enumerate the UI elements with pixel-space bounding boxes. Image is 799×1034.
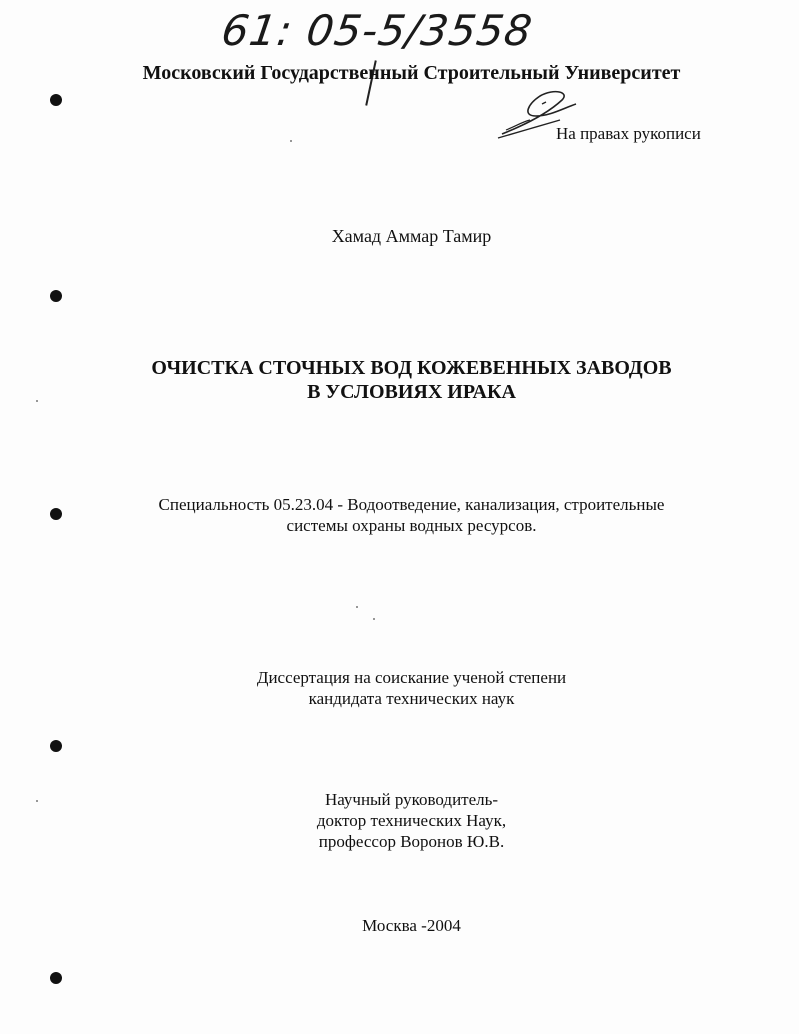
thesis-title-line-1: ОЧИСТКА СТОЧНЫХ ВОД КОЖЕВЕННЫХ ЗАВОДОВ <box>151 357 672 379</box>
supervisor-line-2: доктор технических Наук, <box>316 811 507 830</box>
binder-hole-mark <box>50 508 62 520</box>
binder-hole-mark <box>50 94 62 106</box>
binder-hole-mark <box>50 972 62 984</box>
scan-speck <box>36 800 38 802</box>
specialty-line-1: Специальность 05.23.04 - Водоотведение, канализация, строительные <box>158 495 665 514</box>
scan-speck <box>290 140 292 142</box>
author-name: Хамад Аммар Тамир <box>331 226 492 246</box>
supervisor-line-3: профессор Воронов Ю.В. <box>318 832 505 851</box>
scan-speck <box>36 400 38 402</box>
scan-speck <box>356 606 358 608</box>
specialty-line-2: системы охраны водных ресурсов. <box>286 516 537 535</box>
rights-note: На правах рукописи <box>556 124 701 143</box>
binder-hole-mark <box>50 290 62 302</box>
dissertation-line-2: кандидата технических наук <box>308 689 515 708</box>
scan-speck <box>373 618 375 620</box>
university-name: Московский Государственный Строительный Университет <box>142 62 681 84</box>
city-year: Москва -2004 <box>362 916 461 935</box>
handwritten-catalog-number: 61: 05-5/3558 <box>218 6 536 55</box>
thesis-title-line-2: В УСЛОВИЯХ ИРАКА <box>307 381 516 403</box>
dissertation-line-1: Диссертация на соискание ученой степени <box>256 668 567 687</box>
supervisor-line-1: Научный руководитель- <box>324 790 499 809</box>
binder-hole-mark <box>50 740 62 752</box>
